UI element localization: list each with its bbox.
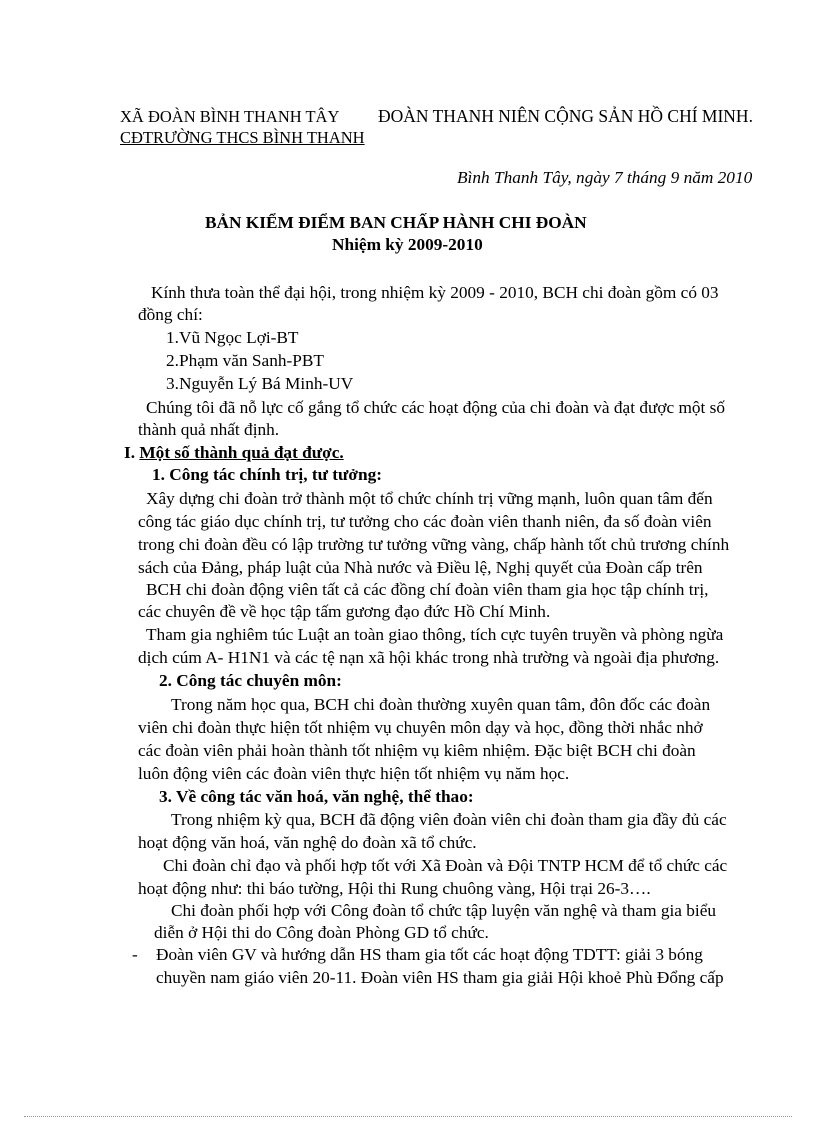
sub-1-line: các chuyên đề về học tập tấm gương đạo đức Hồ Chí Minh. [138,602,551,621]
sub-2-line: viên chi đoàn thực hiện tốt nhiệm vụ chuyên môn dạy và học, đồng thời nhắc nhở [138,718,703,737]
sub-3-line: diễn ở Hội thi do Công đoàn Phòng GD tổ chức. [154,923,489,942]
intro-line-2: đồng chí: [138,305,203,324]
header-left-line1: XÃ ĐOÀN BÌNH THANH TÂY [120,107,340,126]
header-right-line1: ĐOÀN THANH NIÊN CỘNG SẢN HỒ CHÍ MINH. [378,106,753,126]
sub-1-line: dịch cúm A- H1N1 và các tệ nạn xã hội khác trong nhà trường và ngoài địa phương. [138,648,720,667]
sub-3-line: Trong nhiệm kỳ qua, BCH đã động viên đoàn viên chi đoàn tham gia đầy đủ các [171,810,727,829]
member-3: 3.Nguyễn Lý Bá Minh-UV [166,374,354,393]
intro-line-1: Kính thưa toàn thể đại hội, trong nhiệm kỳ 2009 - 2010, BCH chi đoàn gồm có 03 [151,283,719,302]
bullet-line: Đoàn viên GV và hướng dẫn HS tham gia tốt các hoạt động TDTT: giải 3 bóng [156,945,703,964]
sub-2-line: luôn động viên các đoàn viên thực hiện tốt nhiệm vụ năm học. [138,764,570,783]
sub-1-line: công tác giáo dục chính trị, tư tưởng cho các đoàn viên thanh niên, đa số đoàn viên [138,512,712,531]
sub-2-line: các đoàn viên phải hoàn thành tốt nhiệm vụ kiêm nhiệm. Đặc biệt BCH chi đoàn [138,741,696,760]
sub-3-line: hoạt động như: thi báo tường, Hội thi Rung chuông vàng, Hội trại 26-3…. [138,879,651,898]
document-term: Nhiệm kỳ 2009-2010 [332,235,483,254]
sub-1-title: 1. Công tác chính trị, tư tưởng: [152,465,382,484]
section-1-title: Một số thành quả đạt được. [139,443,344,462]
document-title: BẢN KIỂM ĐIỂM BAN CHẤP HÀNH CHI ĐOÀN [205,213,587,232]
sub-3-line: Chi đoàn chỉ đạo và phối hợp tốt với Xã Đoàn và Đội TNTP HCM để tổ chức các [163,856,728,875]
sub-1-line: BCH chi đoàn động viên tất cả các đồng chí đoàn viên tham gia học tập chính trị, [146,580,709,599]
page-bottom-border [24,1116,792,1117]
sub-2-line: Trong năm học qua, BCH chi đoàn thường xuyên quan tâm, đôn đốc các đoàn [171,695,711,714]
bullet-dash: - [132,945,138,964]
sub-1-line: trong chi đoàn đều có lập trường tư tưởng vững vàng, chấp hành tốt chủ trương chính [138,535,730,554]
member-2: 2.Phạm văn Sanh-PBT [166,351,324,370]
section-1-roman: I. [124,443,140,462]
section-1-heading [124,443,344,464]
member-1: 1.Vũ Ngọc Lợi-BT [166,328,299,347]
sub-1-line: sách của Đảng, pháp luật của Nhà nước và Điều lệ, Nghị quyết của Đoàn cấp trên [138,558,703,577]
header-left-line2: CĐTRƯỜNG THCS BÌNH THANH [120,128,365,147]
sub-1-line: Xây dựng chi đoàn trở thành một tổ chức chính trị vững mạnh, luôn quan tâm đến [146,489,713,508]
sub-2-title: 2. Công tác chuyên môn: [159,671,342,690]
date-line: Bình Thanh Tây, ngày 7 tháng 9 năm 2010 [457,168,753,187]
sub-3-line: hoạt động văn hoá, văn nghệ do đoàn xã tổ chức. [138,833,477,852]
bullet-line: chuyền nam giáo viên 20-11. Đoàn viên HS tham gia giải Hội khoẻ Phù Đổng cấp [156,968,724,987]
sub-3-line: Chi đoàn phối hợp với Công đoàn tổ chức tập luyện văn nghệ và tham gia biểu [171,901,717,920]
sub-1-line: Tham gia nghiêm túc Luật an toàn giao thông, tích cực tuyên truyền và phòng ngừa [146,625,724,644]
effort-line-2: thành quả nhất định. [138,420,280,439]
effort-line-1: Chúng tôi đã nỗ lực cố gắng tổ chức các hoạt động của chi đoàn và đạt được một số [146,398,726,417]
sub-3-title: 3. Về công tác văn hoá, văn nghệ, thể thao: [159,787,474,806]
